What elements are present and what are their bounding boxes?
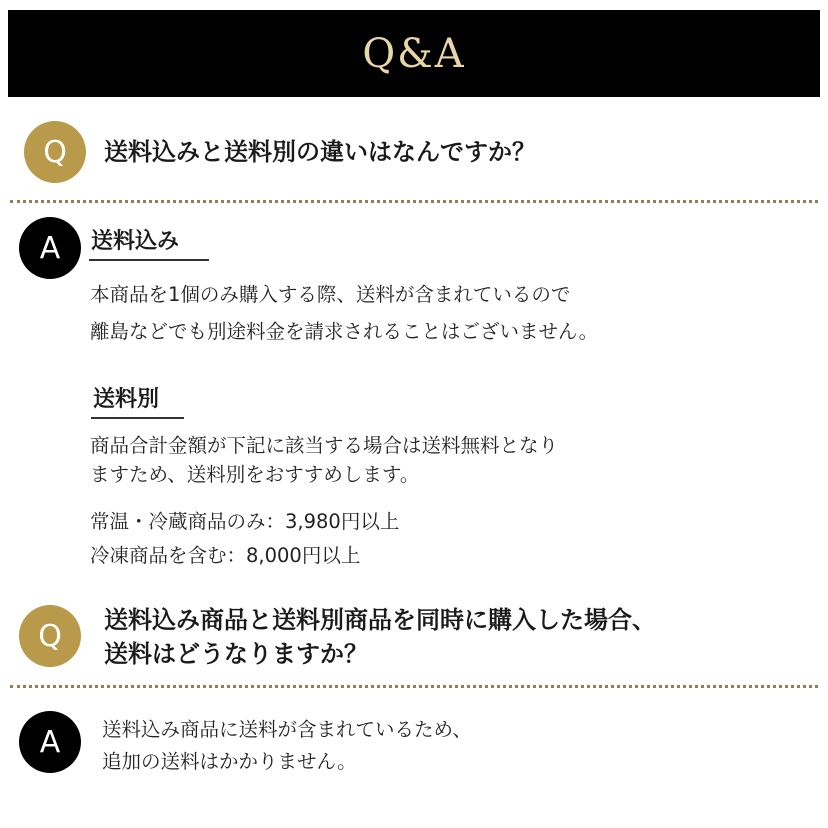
answer-2-line-1: 送料込み商品に送料が含まれているため、 xyxy=(102,718,472,741)
answer-1-condition-chilled: 常温・冷蔵商品のみ：3,980円以上 xyxy=(90,510,400,533)
answer-1-section-1-line-1: 本商品を1個のみ購入する際、送料が含まれているので xyxy=(90,283,571,306)
answer-1-section-2-line-2: ますため、送料別をおすすめします。 xyxy=(90,463,420,486)
question-1-q-icon xyxy=(24,121,86,183)
question-2-q-letter: Q xyxy=(38,618,62,654)
answer-1-section-2-heading: 送料別 xyxy=(93,387,160,412)
answer-1-section-1-line-2: 離島などでも別途料金を請求されることはございません。 xyxy=(90,320,599,343)
question-2-line-2: 送料はどうなりますか？ xyxy=(104,640,368,668)
answer-1-section-2-underline xyxy=(91,417,184,419)
question-2-line-1: 送料込み商品と送料別商品を同時に購入した場合、 xyxy=(104,606,656,634)
answer-1-condition-frozen: 冷凍商品を含む：8,000円以上 xyxy=(90,544,361,567)
answer-1-section-1-underline xyxy=(89,259,209,261)
question-2-divider xyxy=(10,685,818,688)
qa-header-title: Q&A xyxy=(362,30,466,77)
answer-1-section-2-line-1: 商品合計金額が下記に該当する場合は送料無料となり xyxy=(90,434,559,457)
question-1-line-1: 送料込みと送料別の違いはなんですか？ xyxy=(104,138,536,166)
question-2-text xyxy=(104,603,656,671)
question-1-divider xyxy=(10,200,818,203)
answer-2-line-2: 追加の送料はかかりません。 xyxy=(102,750,357,773)
answer-1-a-letter: A xyxy=(39,230,61,266)
answer-1-a-icon xyxy=(19,217,81,279)
answer-2-a-icon xyxy=(19,711,81,773)
question-2-q-icon xyxy=(19,605,81,667)
question-1-text xyxy=(104,135,536,169)
answer-2-a-letter: A xyxy=(39,724,61,760)
qa-header-banner xyxy=(8,10,820,97)
question-1-q-letter: Q xyxy=(43,134,67,170)
answer-1-section-1-heading: 送料込み xyxy=(91,229,180,254)
